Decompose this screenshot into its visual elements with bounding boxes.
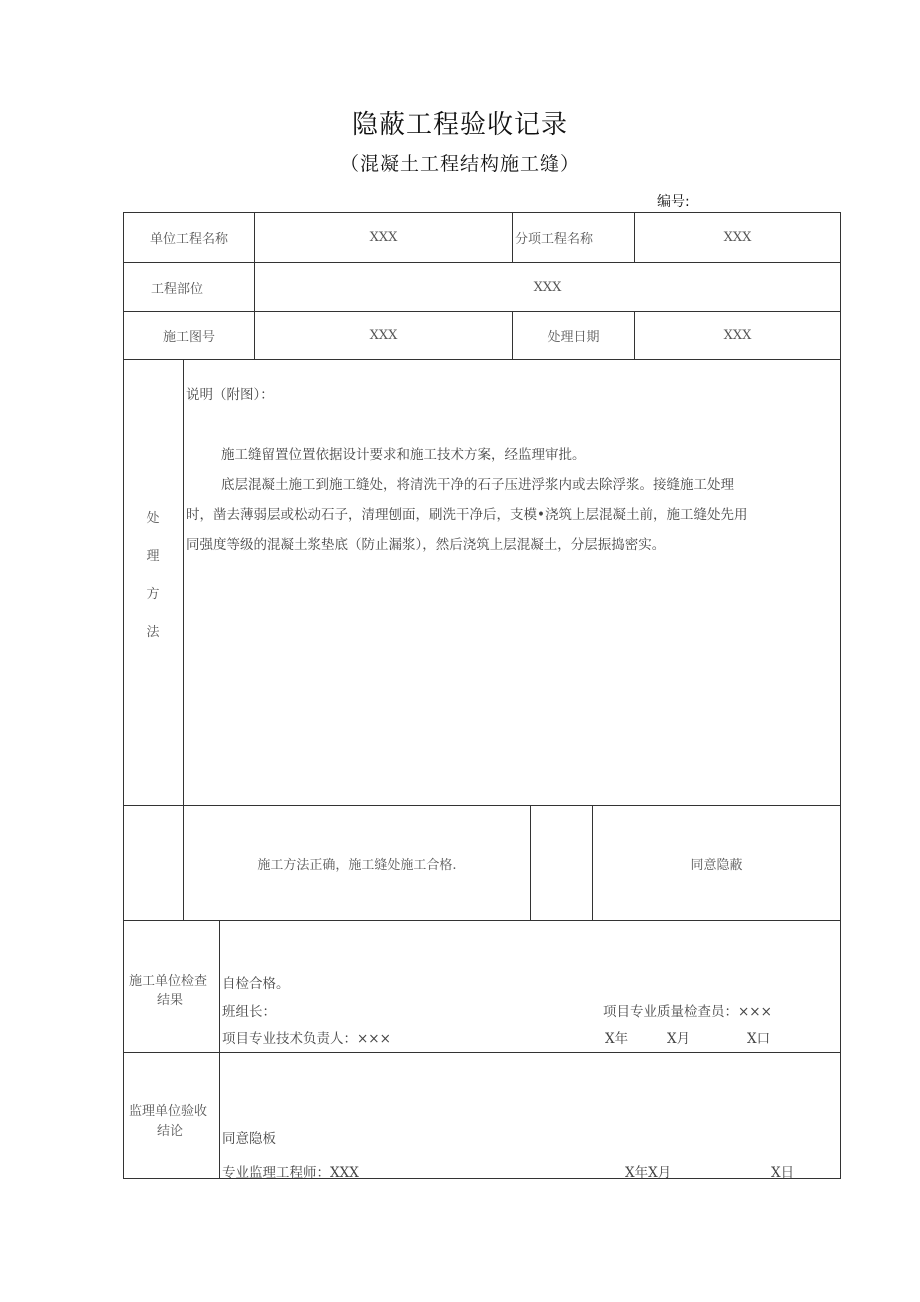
unit-project-value: XXX xyxy=(369,230,398,245)
supervision-engineer-label: 专业监理工程师：XXX xyxy=(222,1165,359,1181)
construction-opinion: 施工方法正确，施工缝处施工合格. xyxy=(257,857,457,873)
row-divider xyxy=(123,920,841,921)
method-line-4: 同强度等级的混凝土浆垫底（防止漏浆），然后浇筑上层混凝土，分层振捣密实。 xyxy=(186,537,666,553)
location-value: XXX xyxy=(533,279,562,295)
row-divider xyxy=(123,1052,841,1053)
construction-check-label-line2: 结果 xyxy=(157,993,184,1008)
method-side-char: 法 xyxy=(146,625,160,640)
sub-project-value: XXX xyxy=(723,230,752,245)
team-leader-label: 班组长： xyxy=(222,1004,276,1020)
supervision-opinion: 同意隐蔽 xyxy=(690,857,743,873)
column-divider xyxy=(530,805,531,921)
document-code-label: 编号: xyxy=(657,194,690,210)
supervision-label-line2: 结论 xyxy=(157,1124,184,1139)
supervision-year-month: X年X月 xyxy=(625,1165,672,1181)
page-subtitle: （混凝土工程结构施工缝） xyxy=(339,153,580,175)
row-divider xyxy=(123,359,841,360)
table-border-right xyxy=(840,212,841,1179)
construction-check-label-line1: 施工单位检查 xyxy=(129,974,208,989)
method-side-char: 处 xyxy=(146,511,160,526)
construction-check-month: X月 xyxy=(667,1031,691,1047)
tech-manager-label: 项目专业技术负责人：××× xyxy=(222,1031,391,1047)
sub-project-label: 分项工程名称 xyxy=(515,232,594,247)
date-value: XXX xyxy=(723,328,752,343)
method-note-label: 说明（附图）： xyxy=(186,387,274,403)
method-side-char: 方 xyxy=(146,587,160,602)
location-label: 工程部位 xyxy=(150,281,203,297)
construction-check-day: X口 xyxy=(747,1031,771,1047)
supervision-day: X日 xyxy=(771,1165,795,1181)
page-title: 隐蔽工程验收记录 xyxy=(351,110,568,140)
date-label: 处理日期 xyxy=(547,330,600,345)
column-divider xyxy=(219,920,220,1179)
supervision-conclusion: 同意隐板 xyxy=(222,1131,276,1147)
method-line-2: 底层混凝土施工到施工缝处，将清洗干净的石子压进浮浆内或去除浮浆。接缝施工处理 xyxy=(221,477,734,493)
construction-check-result: 自检合格。 xyxy=(222,976,290,992)
supervision-label-line1: 监理单位验收 xyxy=(129,1104,208,1119)
construction-check-year: X年 xyxy=(605,1031,629,1047)
drawing-value: XXX xyxy=(369,328,398,343)
method-side-char: 理 xyxy=(146,549,160,564)
drawing-label: 施工图号 xyxy=(162,330,215,345)
method-line-1: 施工缝留置位置依据设计要求和施工技术方案，经监理审批。 xyxy=(221,447,586,463)
quality-inspector-label: 项目专业质量检查员：××× xyxy=(603,1004,772,1020)
unit-project-label: 单位工程名称 xyxy=(149,232,228,247)
method-line-3: 时，凿去薄弱层或松动石子，清理刨面，刷洗干净后，支模•浇筑上层混凝土前，施工缝处先用 xyxy=(186,507,748,523)
